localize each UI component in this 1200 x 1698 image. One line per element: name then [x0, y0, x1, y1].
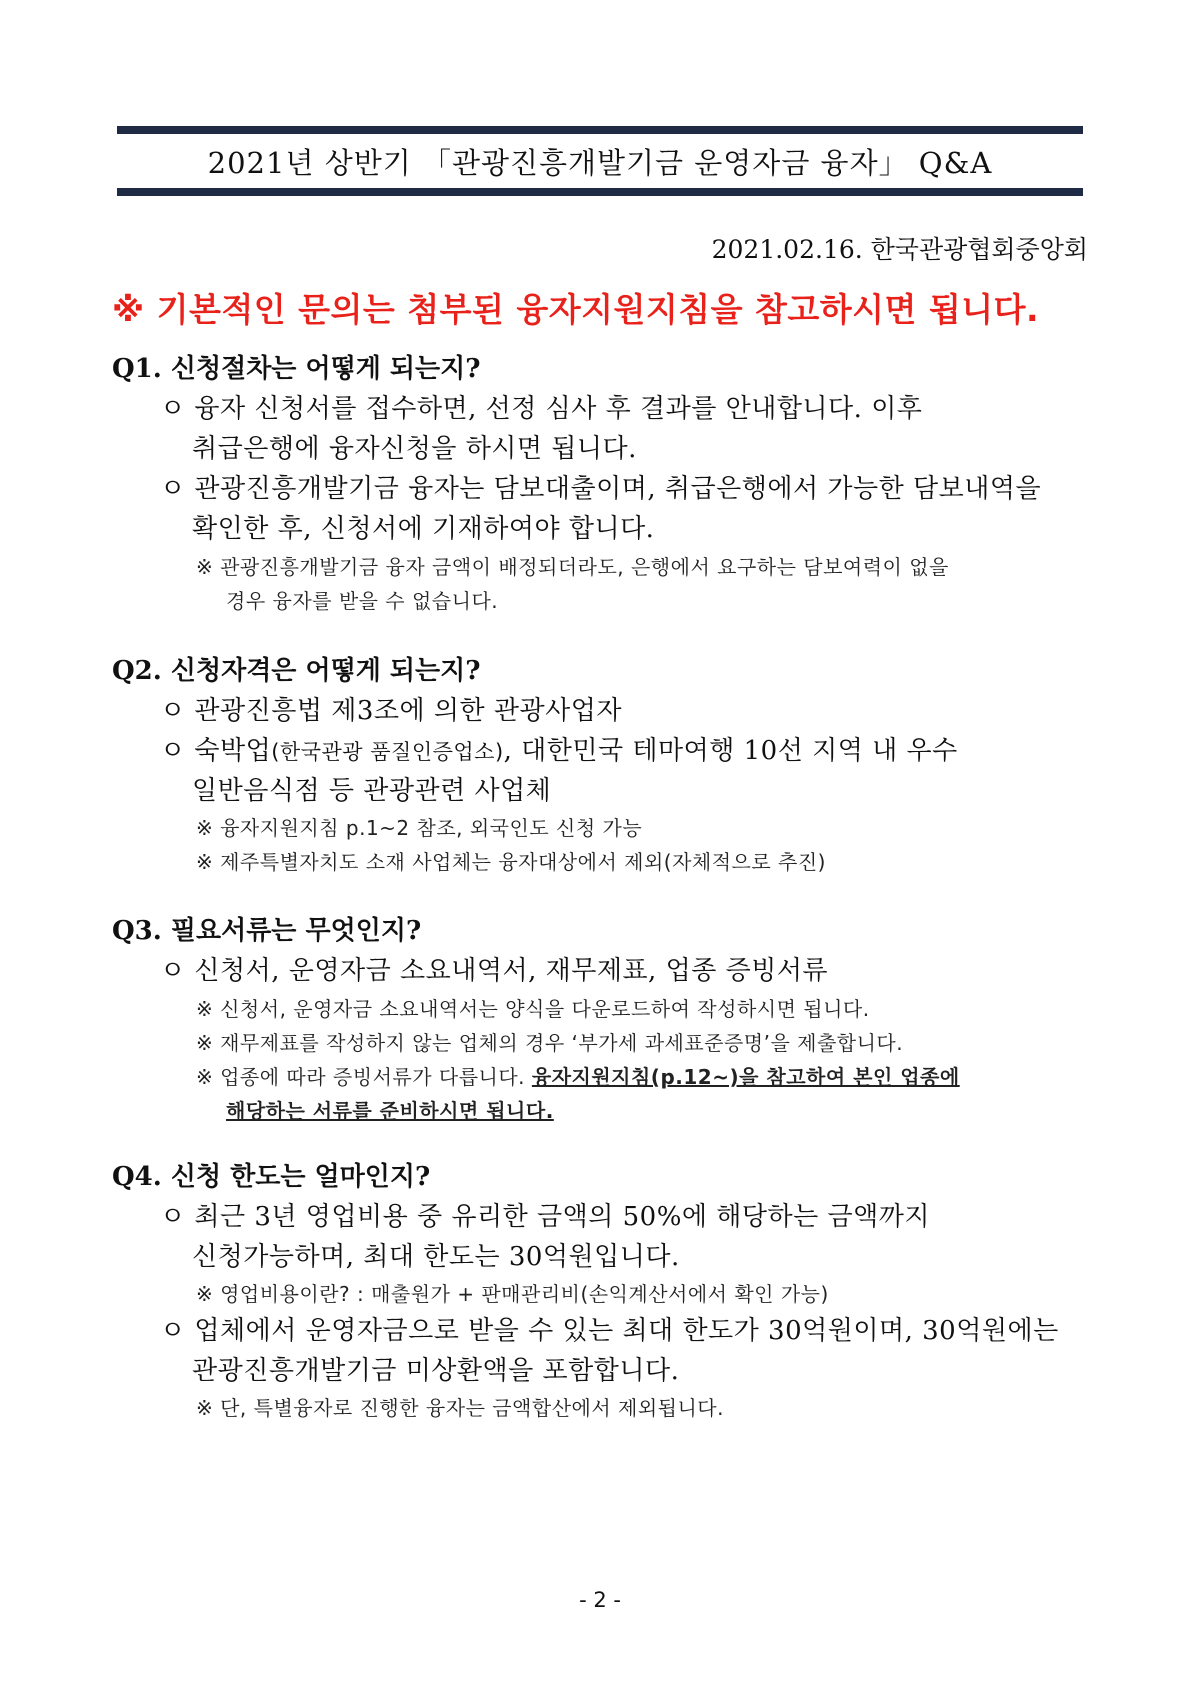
q3-note-3-line-2: 해당하는 서류를 준비하시면 됩니다.: [226, 1099, 554, 1123]
q2-note-2: ※ 제주특별자치도 소재 사업체는 융자대상에서 제외(자체적으로 추진): [196, 850, 826, 874]
q1-answer-2-line-1: ㅇ 관광진흥개발기금 융자는 담보대출이며, 취급은행에서 가능한 담보내역을: [160, 474, 1042, 504]
q2-answer-2-pre: ㅇ 숙박업: [160, 736, 272, 766]
q1-answer-1-line-2: 취급은행에 융자신청을 하시면 됩니다.: [192, 434, 637, 464]
q2-answer-2-line-2: 일반음식점 등 관광관련 사업체: [192, 776, 552, 806]
q3-note-1: ※ 신청서, 운영자금 소요내역서는 양식을 다운로드하여 작성하시면 됩니다.: [196, 997, 870, 1021]
question-4: Q4. 신청 한도는 얼마인지?: [112, 1162, 431, 1192]
page-title: 2021년 상반기 「관광진흥개발기금 운영자금 융자」 Q&A: [207, 145, 993, 180]
q3-answer-1: ㅇ 신청서, 운영자금 소요내역서, 재무제표, 업종 증빙서류: [160, 956, 829, 986]
notice-banner: ※ 기본적인 문의는 첨부된 융자지원지침을 참고하시면 됩니다.: [112, 290, 1040, 329]
q4-note-1: ※ 영업비용이란? : 매출원가 + 판매관리비(손익계산서에서 확인 가능): [196, 1282, 829, 1306]
title-banner: [117, 126, 1083, 196]
q1-note-line-1: ※ 관광진흥개발기금 융자 금액이 배정되더라도, 은행에서 요구하는 담보여력이 없을: [196, 555, 949, 579]
q4-answer-1-line-1: ㅇ 최근 3년 영업비용 중 유리한 금액의 50%에 해당하는 금액까지: [160, 1202, 930, 1232]
q3-note-3-line-1: [196, 1061, 960, 1090]
date-organization: 2021.02.16. 한국관광협회중앙회: [711, 235, 1088, 264]
q4-note-2: ※ 단, 특별융자로 진행한 융자는 금액합산에서 제외됩니다.: [196, 1396, 724, 1420]
question-2: Q2. 신청자격은 어떻게 되는지?: [112, 656, 481, 686]
q2-answer-2-line-1: [160, 730, 958, 767]
q2-note-1: ※ 융자지원지침 p.1~2 참조, 외국인도 신청 가능: [196, 816, 643, 840]
q2-answer-1: ㅇ 관광진흥법 제3조에 의한 관광사업자: [160, 696, 622, 726]
q2-answer-2-post: , 대한민국 테마여행 10선 지역 내 우수: [503, 736, 958, 766]
q4-answer-2-line-2: 관광진흥개발기금 미상환액을 포함합니다.: [192, 1356, 680, 1386]
q3-note-3-pre: ※ 업종에 따라 증빙서류가 다릅니다.: [196, 1065, 532, 1089]
q1-answer-1-line-1: ㅇ 융자 신청서를 접수하면, 선정 심사 후 결과를 안내합니다. 이후: [160, 394, 923, 424]
q1-note-line-2: 경우 융자를 받을 수 없습니다.: [226, 589, 499, 613]
page-number: - 2 -: [579, 1588, 621, 1612]
question-3: Q3. 필요서류는 무엇인지?: [112, 916, 422, 946]
q3-note-3-underlined-1: 융자지원지침(p.12~)을 참고하여 본인 업종에: [531, 1065, 960, 1089]
question-1: Q1. 신청절차는 어떻게 되는지?: [112, 354, 481, 384]
q4-answer-2-line-1: ㅇ 업체에서 운영자금으로 받을 수 있는 최대 한도가 30억원이며, 30억원에는: [160, 1316, 1059, 1346]
q4-answer-1-line-2: 신청가능하며, 최대 한도는 30억원입니다.: [192, 1242, 680, 1272]
q3-note-2: ※ 재무제표를 작성하지 않는 업체의 경우 ‘부가세 과세표준증명’을 제출합니다.: [196, 1031, 904, 1055]
q2-answer-2-small: (한국관광 품질인증업소): [271, 740, 504, 764]
q1-answer-2-line-2: 확인한 후, 신청서에 기재하여야 합니다.: [192, 514, 655, 544]
